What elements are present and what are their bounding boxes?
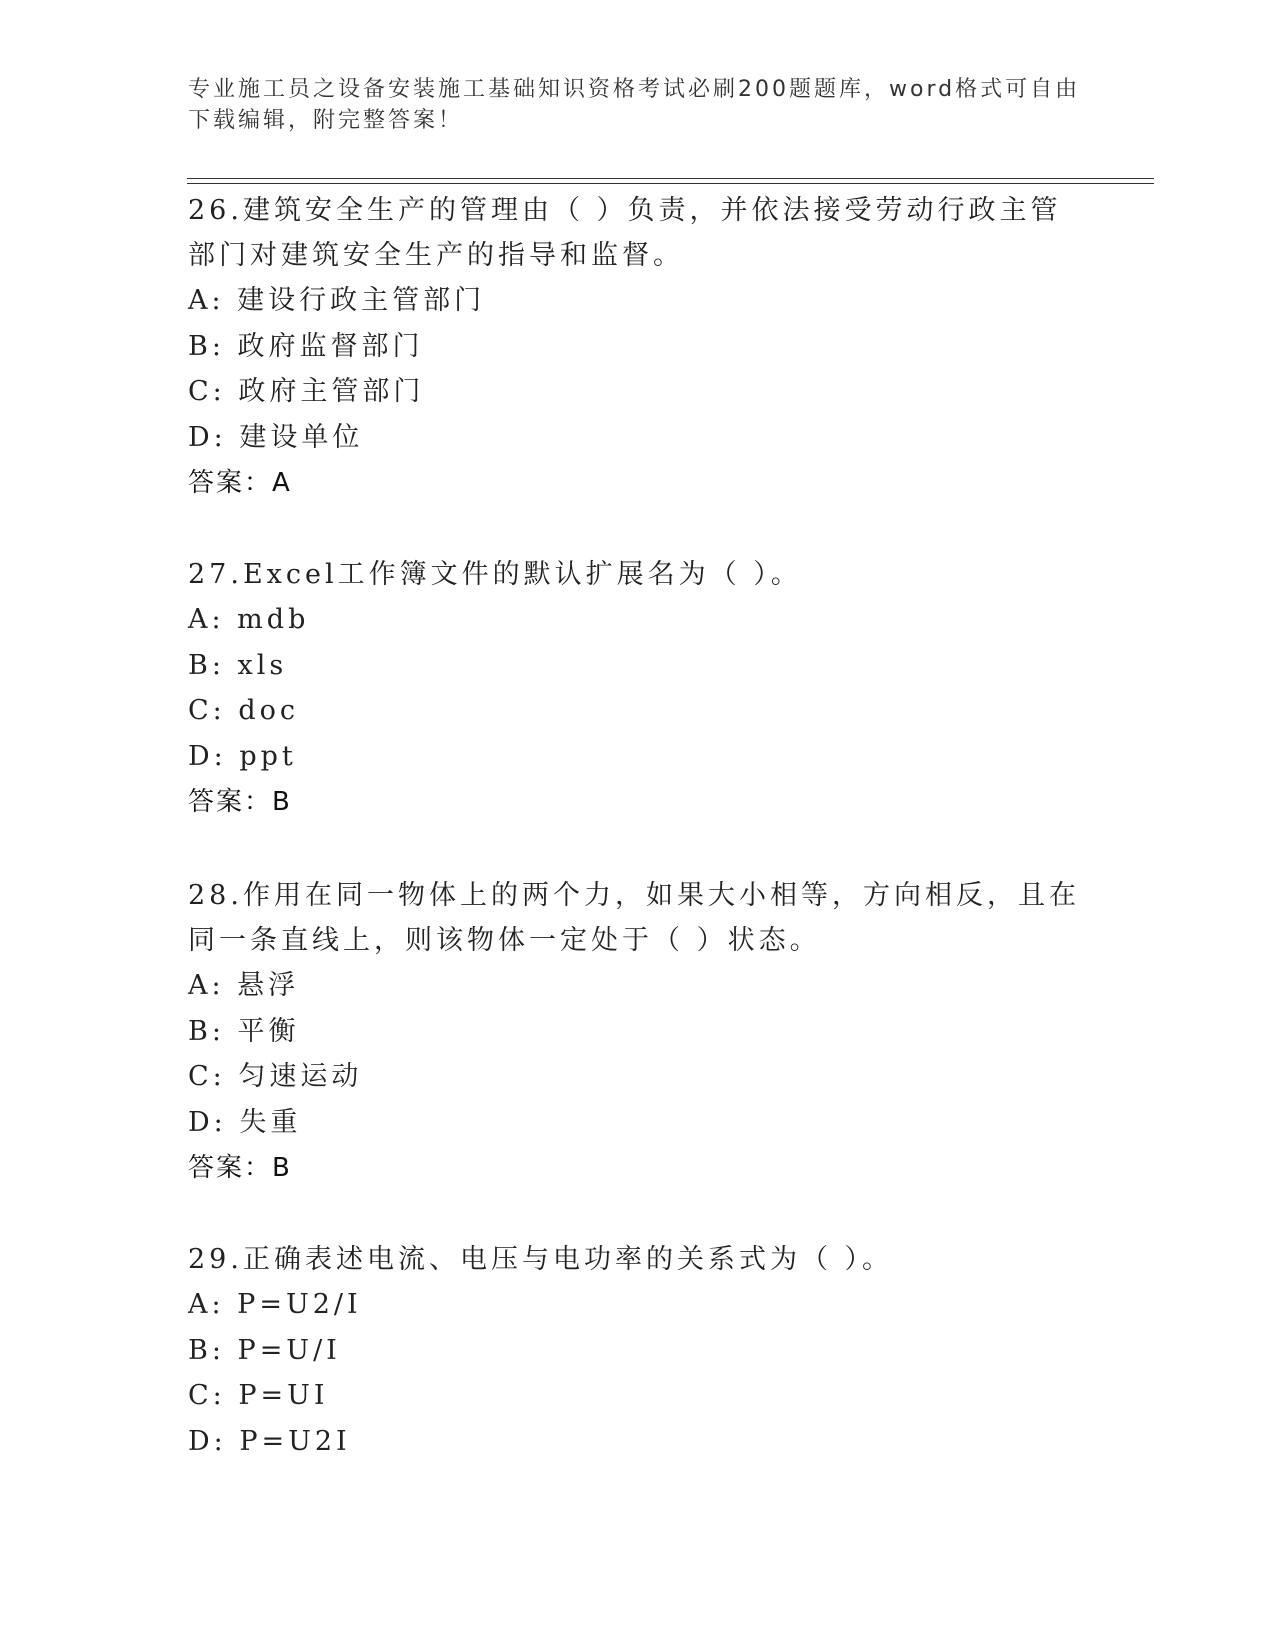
option-c: C: 匀速运动 bbox=[188, 1061, 363, 1092]
option-b: B: 平衡 bbox=[188, 1015, 300, 1047]
option-b: B: 政府监督部门 bbox=[188, 330, 424, 362]
option-a: A: mdb bbox=[188, 604, 310, 635]
answer: 答案：B bbox=[188, 787, 292, 817]
option-a: A: P=U2/I bbox=[188, 1289, 362, 1320]
answer: 答案：B bbox=[188, 1153, 292, 1183]
answer: 答案：A bbox=[188, 468, 292, 498]
option-d: D: 失重 bbox=[188, 1106, 302, 1138]
option-c: C: P=UI bbox=[188, 1380, 329, 1411]
option-d: D: ppt bbox=[188, 740, 297, 772]
option-d: D: P=U2I bbox=[188, 1425, 351, 1457]
question-text: 28.作用在同一物体上的两个力，如果大小相等，方向相反，且在同一条直线上，则该物体一定处于（ ）状态。 bbox=[188, 880, 1080, 956]
question-text: 29.正确表述电流、电压与电功率的关系式为（ ）。 bbox=[188, 1244, 894, 1275]
document-header: 专业施工员之设备安装施工基础知识资格考试必刷200题题库，word格式可自由下载编辑，附完整答案！ bbox=[188, 77, 1081, 133]
question-26 bbox=[188, 188, 1088, 505]
question-text: 26.建筑安全生产的管理由（ ）负责，并依法接受劳动行政主管部门对建筑安全生产的指导和监督。 bbox=[188, 195, 1062, 271]
question-27 bbox=[188, 552, 1088, 824]
header-divider-bottom bbox=[187, 183, 1154, 184]
option-b: B: P=U/I bbox=[188, 1334, 341, 1366]
option-a: A: 建设行政主管部门 bbox=[188, 285, 486, 316]
option-d: D: 建设单位 bbox=[188, 421, 364, 453]
question-28 bbox=[188, 873, 1088, 1190]
question-text: 27.Excel工作簿文件的默认扩展名为（ ）。 bbox=[188, 559, 802, 590]
option-c: C: 政府主管部门 bbox=[188, 376, 425, 407]
header-divider-top bbox=[187, 178, 1154, 179]
option-b: B: xls bbox=[188, 649, 288, 681]
option-a: A: 悬浮 bbox=[188, 970, 300, 1001]
option-c: C: doc bbox=[188, 695, 299, 726]
question-29 bbox=[188, 1237, 1088, 1464]
